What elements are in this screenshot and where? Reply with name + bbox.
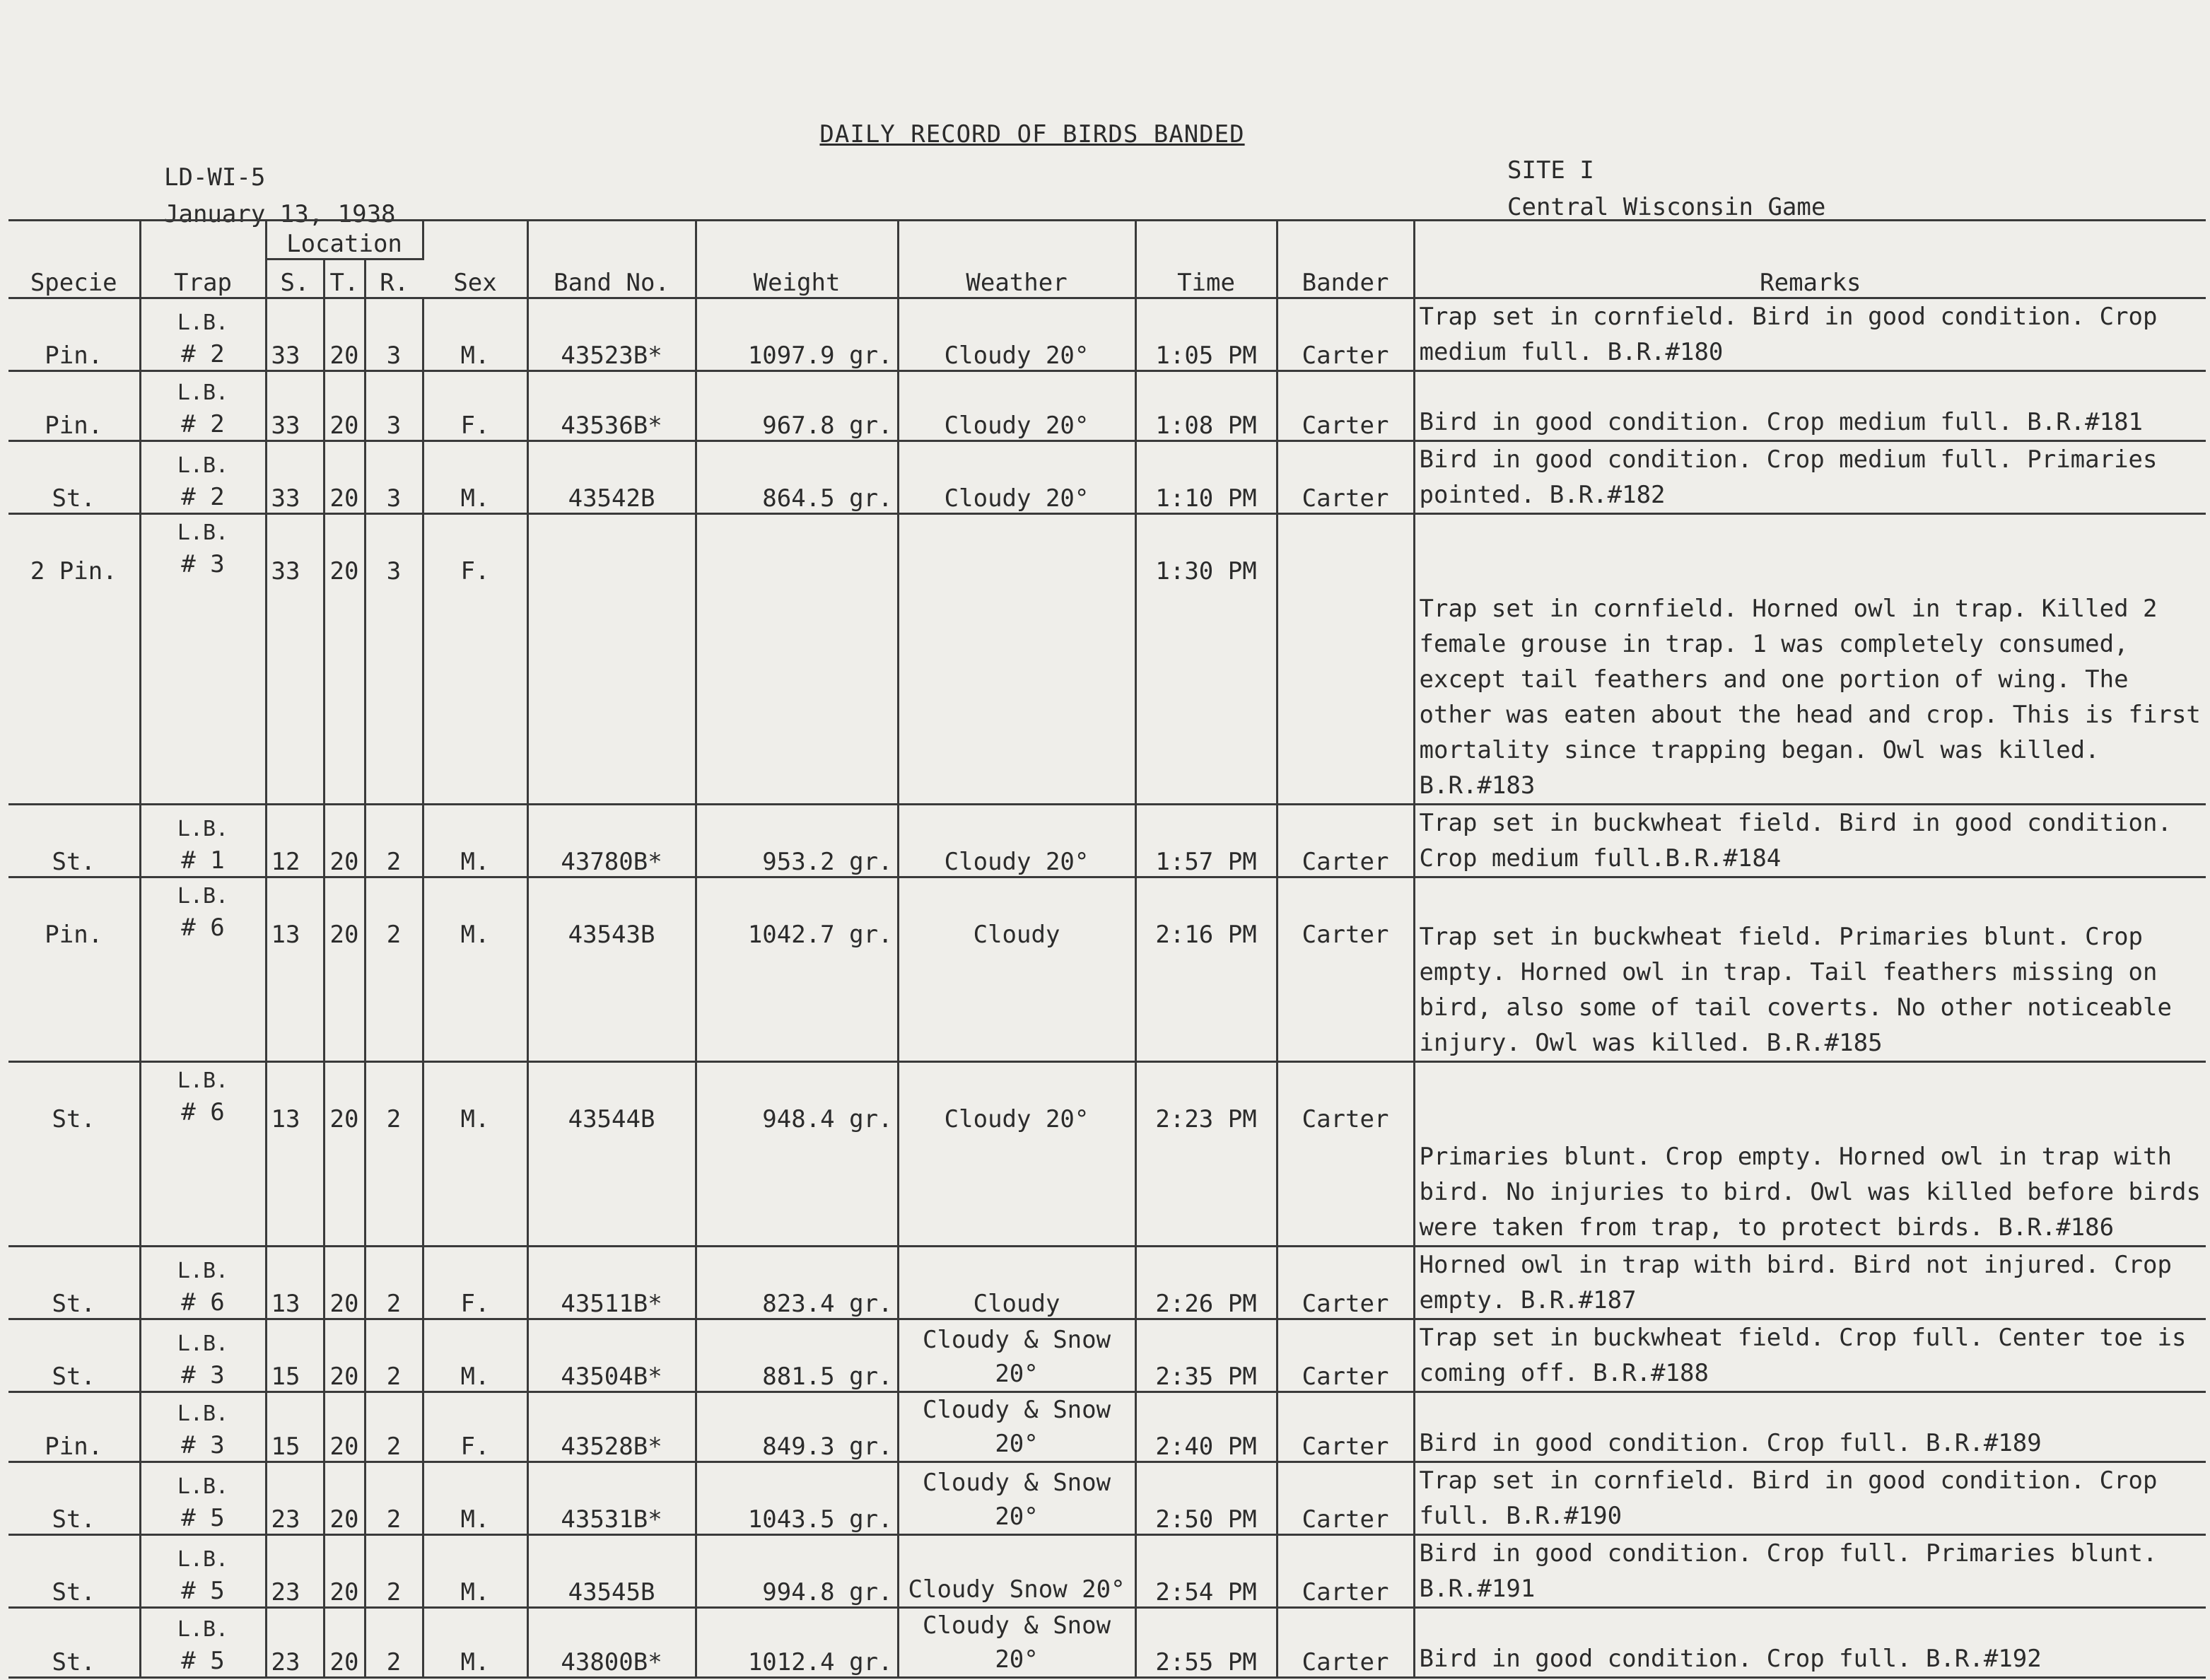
cell-weight: 864.5 gr. bbox=[696, 441, 898, 514]
trap-type: L.B. bbox=[177, 1474, 229, 1499]
cell-specie: St. bbox=[8, 1319, 140, 1392]
cell-weight: 953.2 gr. bbox=[696, 805, 898, 877]
cell-trap bbox=[140, 441, 266, 514]
cell-remarks: Horned owl in trap with bird. Bird not injured. Crop empty. B.R.#187 bbox=[1414, 1247, 2206, 1319]
table-row bbox=[8, 298, 2206, 371]
cell-weather bbox=[898, 514, 1135, 805]
cell-t: 20 bbox=[324, 1535, 365, 1608]
col-location-s: S. bbox=[266, 259, 324, 298]
cell-band bbox=[527, 514, 696, 805]
cell-weight: 994.8 gr. bbox=[696, 1535, 898, 1608]
cell-bander: Carter bbox=[1277, 441, 1414, 514]
cell-specie: St. bbox=[8, 1535, 140, 1608]
cell-sex: M. bbox=[423, 805, 527, 877]
cell-s: 33 bbox=[266, 298, 324, 371]
cell-trap bbox=[140, 1608, 266, 1678]
col-time: Time bbox=[1135, 221, 1277, 298]
cell-s: 15 bbox=[266, 1392, 324, 1462]
table-row bbox=[8, 514, 2206, 805]
cell-remarks: Trap set in buckwheat field. Crop full. Center toe is coming off. B.R.#188 bbox=[1414, 1319, 2206, 1392]
cell-band: 43544B bbox=[527, 1062, 696, 1247]
cell-specie: St. bbox=[8, 805, 140, 877]
cell-r: 2 bbox=[365, 877, 423, 1062]
cell-t: 20 bbox=[324, 441, 365, 514]
banding-table bbox=[8, 219, 2206, 1679]
cell-r: 2 bbox=[365, 805, 423, 877]
cell-trap bbox=[140, 1319, 266, 1392]
cell-time: 2:55 PM bbox=[1135, 1608, 1277, 1678]
cell-t: 20 bbox=[324, 805, 365, 877]
cell-bander: Carter bbox=[1277, 1392, 1414, 1462]
site-label: SITE I bbox=[1507, 156, 1594, 185]
cell-remarks: Trap set in cornfield. Bird in good condition. Crop full. B.R.#190 bbox=[1414, 1462, 2206, 1535]
cell-band: 43523B* bbox=[527, 298, 696, 371]
cell-r: 3 bbox=[365, 298, 423, 371]
cell-specie: Pin. bbox=[8, 371, 140, 441]
cell-weight: 881.5 gr. bbox=[696, 1319, 898, 1392]
trap-number: # 5 bbox=[181, 1504, 225, 1532]
cell-trap bbox=[140, 1062, 266, 1247]
cell-weather: Cloudy & Snow 20° bbox=[898, 1319, 1135, 1392]
cell-weight: 948.4 gr. bbox=[696, 1062, 898, 1247]
cell-remarks: Bird in good condition. Crop full. B.R.#189 bbox=[1414, 1392, 2206, 1462]
trap-number: # 6 bbox=[181, 1288, 225, 1317]
cell-weight: 823.4 gr. bbox=[696, 1247, 898, 1319]
cell-weight: 1012.4 gr. bbox=[696, 1608, 898, 1678]
cell-trap bbox=[140, 1392, 266, 1462]
cell-remarks: Bird in good condition. Crop medium full. Primaries pointed. B.R.#182 bbox=[1414, 441, 2206, 514]
cell-weight: 1097.9 gr. bbox=[696, 298, 898, 371]
cell-specie: St. bbox=[8, 1247, 140, 1319]
cell-remarks: Trap set in buckwheat field. Bird in good condition. Crop medium full.B.R.#184 bbox=[1414, 805, 2206, 877]
cell-weather: Cloudy 20° bbox=[898, 805, 1135, 877]
cell-time: 2:50 PM bbox=[1135, 1462, 1277, 1535]
cell-time: 1:05 PM bbox=[1135, 298, 1277, 371]
trap-type: L.B. bbox=[177, 520, 229, 545]
trap-type: L.B. bbox=[177, 1617, 229, 1642]
record-code: LD-WI-5 bbox=[164, 163, 266, 192]
cell-r: 2 bbox=[365, 1247, 423, 1319]
cell-trap bbox=[140, 514, 266, 805]
cell-band: 43542B bbox=[527, 441, 696, 514]
cell-trap bbox=[140, 298, 266, 371]
cell-t: 20 bbox=[324, 1247, 365, 1319]
trap-type: L.B. bbox=[177, 817, 229, 841]
cell-s: 13 bbox=[266, 877, 324, 1062]
cell-s: 12 bbox=[266, 805, 324, 877]
trap-type: L.B. bbox=[177, 310, 229, 335]
cell-band: 43545B bbox=[527, 1535, 696, 1608]
col-location: Location bbox=[266, 221, 423, 259]
cell-s: 23 bbox=[266, 1462, 324, 1535]
cell-weather: Cloudy 20° bbox=[898, 1062, 1135, 1247]
trap-number: # 2 bbox=[181, 483, 225, 511]
cell-weather: Cloudy 20° bbox=[898, 371, 1135, 441]
cell-trap bbox=[140, 1535, 266, 1608]
cell-bander: Carter bbox=[1277, 1535, 1414, 1608]
record-date: January 13, 1938 bbox=[164, 200, 396, 228]
table-row bbox=[8, 371, 2206, 441]
trap-type: L.B. bbox=[177, 884, 229, 909]
col-weather: Weather bbox=[898, 221, 1135, 298]
cell-s: 15 bbox=[266, 1319, 324, 1392]
cell-bander: Carter bbox=[1277, 1608, 1414, 1678]
cell-sex: M. bbox=[423, 1319, 527, 1392]
cell-remarks: Primaries blunt. Crop empty. Horned owl in trap with bird. No injuries to bird. Owl was killed before birds were taken from trap, to protect birds. B.R.#186 bbox=[1414, 1062, 2206, 1247]
cell-weight: 1043.5 gr. bbox=[696, 1462, 898, 1535]
cell-weather: Cloudy bbox=[898, 877, 1135, 1062]
cell-weight: 1042.7 gr. bbox=[696, 877, 898, 1062]
site-area: Central Wisconsin Game bbox=[1507, 193, 1826, 221]
cell-bander: Carter bbox=[1277, 1062, 1414, 1247]
cell-time: 1:30 PM bbox=[1135, 514, 1277, 805]
cell-specie: St. bbox=[8, 441, 140, 514]
cell-time: 1:10 PM bbox=[1135, 441, 1277, 514]
cell-time: 2:23 PM bbox=[1135, 1062, 1277, 1247]
cell-time: 2:54 PM bbox=[1135, 1535, 1277, 1608]
trap-number: # 6 bbox=[181, 1098, 225, 1126]
cell-bander: Carter bbox=[1277, 371, 1414, 441]
trap-number: # 2 bbox=[181, 340, 225, 368]
cell-time: 1:08 PM bbox=[1135, 371, 1277, 441]
cell-time: 2:35 PM bbox=[1135, 1319, 1277, 1392]
table-row bbox=[8, 805, 2206, 877]
cell-specie: 2 Pin. bbox=[8, 514, 140, 805]
col-sex: Sex bbox=[423, 221, 527, 298]
cell-sex: F. bbox=[423, 1392, 527, 1462]
cell-time: 2:16 PM bbox=[1135, 877, 1277, 1062]
cell-s: 33 bbox=[266, 371, 324, 441]
cell-r: 2 bbox=[365, 1535, 423, 1608]
col-weight: Weight bbox=[696, 221, 898, 298]
cell-bander bbox=[1277, 514, 1414, 805]
cell-band: 43536B* bbox=[527, 371, 696, 441]
cell-r: 2 bbox=[365, 1462, 423, 1535]
cell-trap bbox=[140, 805, 266, 877]
table-row bbox=[8, 1462, 2206, 1535]
cell-band: 43780B* bbox=[527, 805, 696, 877]
trap-type: L.B. bbox=[177, 1547, 229, 1572]
cell-band: 43543B bbox=[527, 877, 696, 1062]
cell-remarks: Bird in good condition. Crop full. Primaries blunt. B.R.#191 bbox=[1414, 1535, 2206, 1608]
cell-sex: M. bbox=[423, 877, 527, 1062]
cell-r: 2 bbox=[365, 1062, 423, 1247]
cell-time: 2:26 PM bbox=[1135, 1247, 1277, 1319]
col-location-t: T. bbox=[324, 259, 365, 298]
cell-specie: Pin. bbox=[8, 298, 140, 371]
cell-specie: St. bbox=[8, 1462, 140, 1535]
cell-sex: M. bbox=[423, 1535, 527, 1608]
cell-t: 20 bbox=[324, 1319, 365, 1392]
cell-t: 20 bbox=[324, 877, 365, 1062]
cell-weight bbox=[696, 514, 898, 805]
cell-sex: M. bbox=[423, 1608, 527, 1678]
col-bander: Bander bbox=[1277, 221, 1414, 298]
cell-bander: Carter bbox=[1277, 1247, 1414, 1319]
cell-trap bbox=[140, 877, 266, 1062]
trap-type: L.B. bbox=[177, 1068, 229, 1093]
cell-t: 20 bbox=[324, 1462, 365, 1535]
cell-trap bbox=[140, 371, 266, 441]
cell-sex: F. bbox=[423, 371, 527, 441]
table-row bbox=[8, 1247, 2206, 1319]
cell-t: 20 bbox=[324, 1392, 365, 1462]
cell-weather: Cloudy & Snow 20° bbox=[898, 1392, 1135, 1462]
cell-s: 33 bbox=[266, 514, 324, 805]
cell-time: 1:57 PM bbox=[1135, 805, 1277, 877]
trap-number: # 1 bbox=[181, 846, 225, 875]
cell-remarks: Trap set in cornfield. Horned owl in trap. Killed 2 female grouse in trap. 1 was completely consumed, except tail feathers and one portion of wing. The other was eaten about the head and crop. This is first mortality since trapping began. Owl was killed. B.R.#183 bbox=[1414, 514, 2206, 805]
cell-sex: F. bbox=[423, 1247, 527, 1319]
cell-remarks: Bird in good condition. Crop full. B.R.#192 bbox=[1414, 1608, 2206, 1678]
trap-number: # 5 bbox=[181, 1577, 225, 1605]
cell-weather: Cloudy 20° bbox=[898, 441, 1135, 514]
cell-weight: 849.3 gr. bbox=[696, 1392, 898, 1462]
trap-number: # 3 bbox=[181, 1361, 225, 1389]
cell-r: 2 bbox=[365, 1319, 423, 1392]
trap-type: L.B. bbox=[177, 453, 229, 478]
table-row bbox=[8, 877, 2206, 1062]
cell-r: 3 bbox=[365, 514, 423, 805]
cell-band: 43504B* bbox=[527, 1319, 696, 1392]
cell-weather: Cloudy 20° bbox=[898, 298, 1135, 371]
col-trap: Trap bbox=[140, 221, 266, 298]
cell-remarks: Trap set in cornfield. Bird in good condition. Crop medium full. B.R.#180 bbox=[1414, 298, 2206, 371]
cell-r: 2 bbox=[365, 1392, 423, 1462]
cell-weather: Cloudy & Snow 20° bbox=[898, 1462, 1135, 1535]
col-remarks: Remarks bbox=[1414, 221, 2206, 298]
cell-specie: Pin. bbox=[8, 877, 140, 1062]
table-row bbox=[8, 1535, 2206, 1608]
header-right bbox=[1507, 152, 1825, 226]
cell-r: 3 bbox=[365, 371, 423, 441]
cell-s: 13 bbox=[266, 1247, 324, 1319]
cell-s: 23 bbox=[266, 1608, 324, 1678]
trap-number: # 3 bbox=[181, 550, 225, 578]
cell-sex: M. bbox=[423, 298, 527, 371]
trap-number: # 6 bbox=[181, 914, 225, 942]
table-row bbox=[8, 1319, 2206, 1392]
cell-s: 23 bbox=[266, 1535, 324, 1608]
cell-sex: M. bbox=[423, 1062, 527, 1247]
cell-bander: Carter bbox=[1277, 1319, 1414, 1392]
table-row bbox=[8, 1062, 2206, 1247]
cell-bander: Carter bbox=[1277, 1462, 1414, 1535]
cell-band: 43531B* bbox=[527, 1462, 696, 1535]
cell-s: 13 bbox=[266, 1062, 324, 1247]
col-band-no: Band No. bbox=[527, 221, 696, 298]
cell-time: 2:40 PM bbox=[1135, 1392, 1277, 1462]
cell-s: 33 bbox=[266, 441, 324, 514]
cell-t: 20 bbox=[324, 514, 365, 805]
cell-trap bbox=[140, 1247, 266, 1319]
cell-remarks: Bird in good condition. Crop medium full. B.R.#181 bbox=[1414, 371, 2206, 441]
cell-t: 20 bbox=[324, 1608, 365, 1678]
cell-t: 20 bbox=[324, 298, 365, 371]
col-location-r: R. bbox=[365, 259, 423, 298]
cell-r: 2 bbox=[365, 1608, 423, 1678]
cell-weather: Cloudy bbox=[898, 1247, 1135, 1319]
cell-band: 43528B* bbox=[527, 1392, 696, 1462]
trap-number: # 2 bbox=[181, 410, 225, 438]
cell-t: 20 bbox=[324, 1062, 365, 1247]
table-header-row bbox=[8, 221, 2206, 259]
table-row bbox=[8, 1608, 2206, 1678]
cell-sex: M. bbox=[423, 441, 527, 514]
cell-band: 43511B* bbox=[527, 1247, 696, 1319]
trap-number: # 3 bbox=[181, 1431, 225, 1459]
trap-number: # 5 bbox=[181, 1647, 225, 1675]
col-specie: Specie bbox=[8, 221, 140, 298]
trap-type: L.B. bbox=[177, 1331, 229, 1356]
cell-specie: Pin. bbox=[8, 1392, 140, 1462]
cell-trap bbox=[140, 1462, 266, 1535]
cell-weight: 967.8 gr. bbox=[696, 371, 898, 441]
cell-remarks: Trap set in buckwheat field. Primaries blunt. Crop empty. Horned owl in trap. Tail feathers missing on bird, also some of tail coverts. No other noticeable injury. Owl was killed. B.R.#185 bbox=[1414, 877, 2206, 1062]
cell-weather: Cloudy Snow 20° bbox=[898, 1535, 1135, 1608]
cell-bander: Carter bbox=[1277, 298, 1414, 371]
trap-type: L.B. bbox=[177, 1259, 229, 1283]
cell-bander: Carter bbox=[1277, 805, 1414, 877]
table-row bbox=[8, 1392, 2206, 1462]
cell-bander: Carter bbox=[1277, 877, 1414, 1062]
cell-t: 20 bbox=[324, 371, 365, 441]
table-row bbox=[8, 441, 2206, 514]
cell-band: 43800B* bbox=[527, 1608, 696, 1678]
cell-specie: St. bbox=[8, 1062, 140, 1247]
cell-r: 3 bbox=[365, 441, 423, 514]
document-title: DAILY RECORD OF BIRDS BANDED bbox=[819, 120, 1245, 148]
trap-type: L.B. bbox=[177, 1401, 229, 1426]
cell-specie: St. bbox=[8, 1608, 140, 1678]
cell-sex: M. bbox=[423, 1462, 527, 1535]
cell-weather: Cloudy & Snow 20° bbox=[898, 1608, 1135, 1678]
trap-type: L.B. bbox=[177, 380, 229, 405]
cell-sex: F. bbox=[423, 514, 527, 805]
